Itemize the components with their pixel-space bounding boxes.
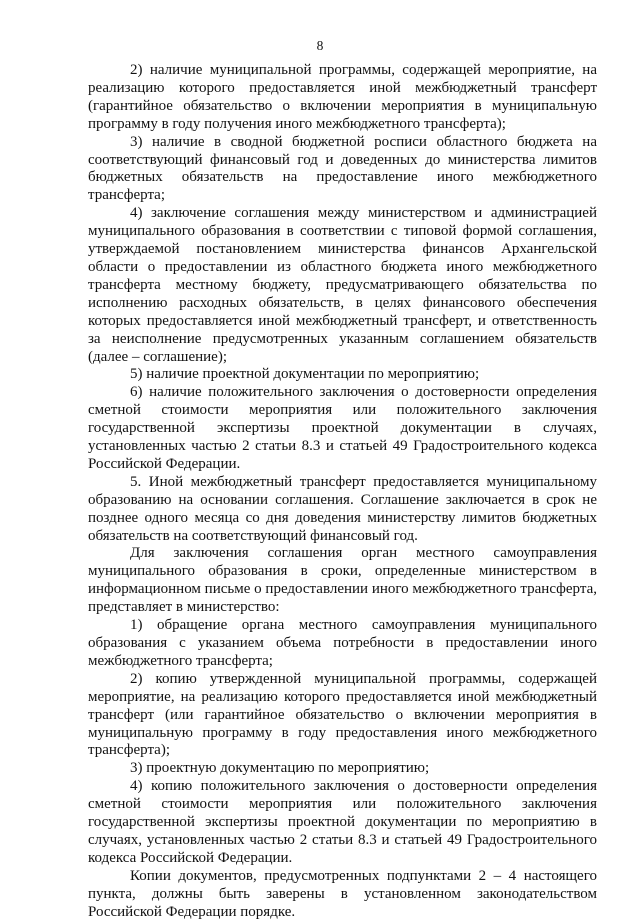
paragraph-copies-certification: Копии документов, предусмотренных подпунктами 2 – 4 настоящего пункта, должны быть заверены в установленном законодательством Российской Федерации порядке. [88,867,597,920]
paragraph-condition-6: 6) наличие положительного заключения о достоверности определения сметной стоимости мероприятия или положительного заключения государственной экспертизы проектной документации в случаях, установленных частью 2 статьи 8.3 и статьей 49 Градостроительного кодекса Российской Федерации. [88,384,597,472]
paragraph-condition-5: 5) наличие проектной документации по мероприятию; [130,366,480,383]
paragraph-document-1: 1) обращение органа местного самоуправления муниципального образования с указанием объема потребности в предоставлении иного межбюджетного трансферта; [88,617,597,669]
paragraph-condition-2: 2) наличие муниципальной программы, содержащей мероприятие, на реализацию которого предоставляется иной межбюджетный трансферт (гарантийное обязательство о включении мероприятия в муниципальную программу в году получения иного межбюджетного трансферта); [88,62,597,132]
paragraph-condition-3: 3) наличие в сводной бюджетной росписи областного бюджета на соответствующий финансовый год и доведенных до министерства лимитов бюджетных обязательств на предоставление иного межбюджетного трансферта; [88,133,597,204]
paragraph-section-5: 5. Иной межбюджетный трансферт предоставляется муниципальному образованию на основании соглашения. Соглашение заключается в срок не позднее одного месяца со дня доведения министерству лимитов бюджетных обязательств на соответствующий финансовый год. [88,473,597,544]
paragraph-agreement-intro: Для заключения соглашения орган местного самоуправления муниципального образования в сроки, определенные министерством в информационном письме о предоставлении иного межбюджетного трансферта, представляет в министерство: [88,545,597,616]
paragraph-document-4: 4) копию положительного заключения о достоверности определения сметной стоимости мероприятия или положительного заключения государственной экспертизы проектной документации по мероприятию в случаях, установленных частью 2 статьи 8.3 и статьей 49 Градостроительного кодекса Российской Федерации. [88,778,597,866]
paragraph-document-3: 3) проектную документацию по мероприятию; [130,760,430,777]
document-body [88,62,597,922]
paragraph-condition-4: 4) заключение соглашения между министерством и администрацией муниципального образования в соответствии с типовой формой соглашения, утверждаемой постановлением министерства финансов Архангельской области о предоставлении из областного бюджета иного межбюджетного трансферта местному бюджету, предусматривающего обязательства по исполнению расходных обязательств, в целях финансового обеспечения которых предоставляется иной межбюджетный трансферт, и ответственность за неисполнение предусмотренных указанным соглашением обязательств (далее – соглашение); [88,205,597,365]
paragraph-document-2: 2) копию утвержденной муниципальной программы, содержащей мероприятие, на реализацию которого предоставляется иной межбюджетный трансферт (или гарантийное обязательство о включении мероприятия в муниципальную программу в году предоставления иного межбюджетного трансферта); [88,670,597,759]
page-number: 8 [316,38,324,53]
